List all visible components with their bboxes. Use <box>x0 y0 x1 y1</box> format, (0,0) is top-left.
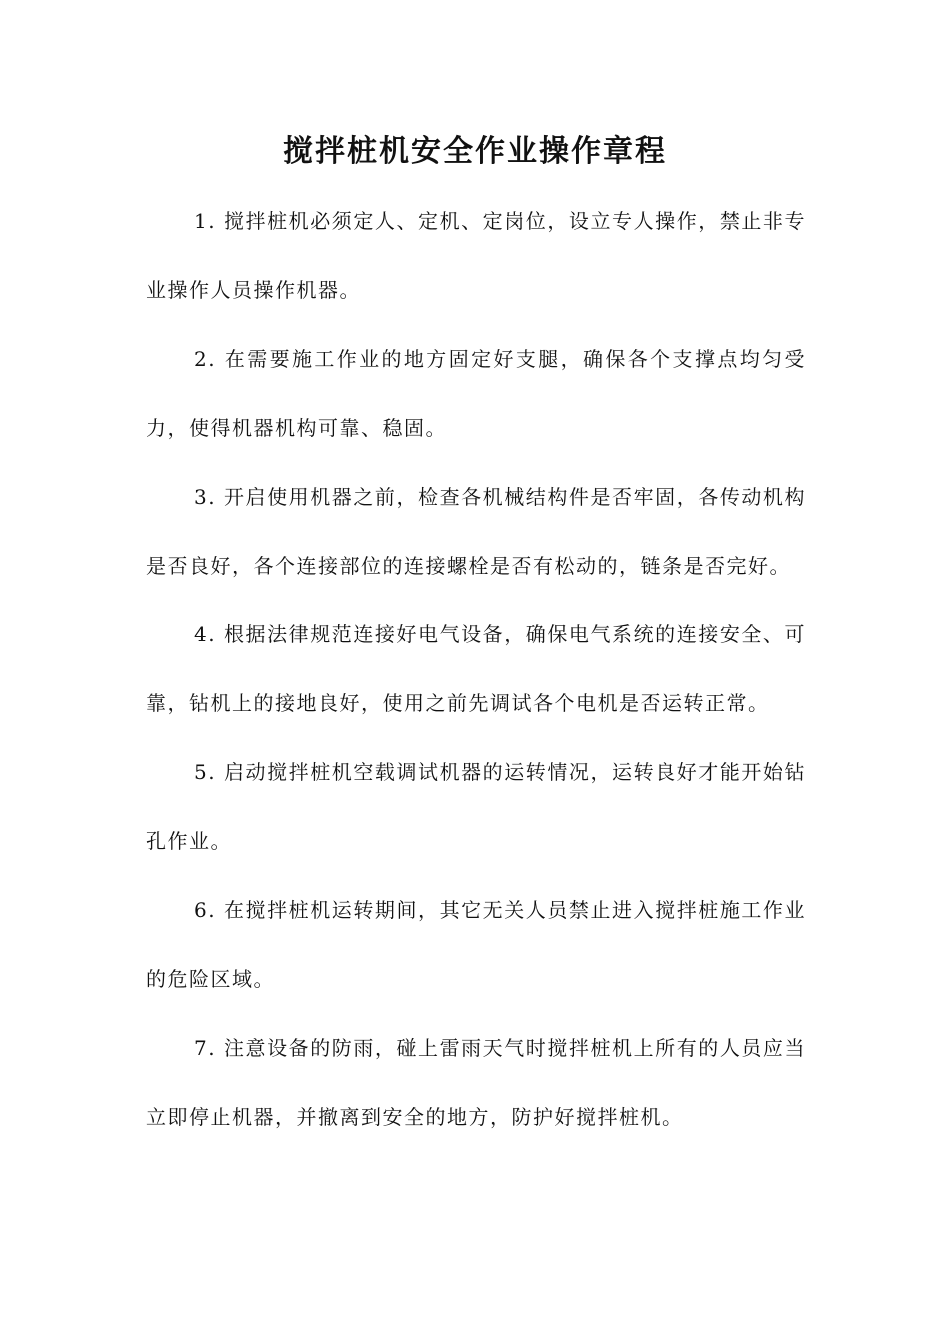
rule-item-7: 7. 注意设备的防雨，碰上雷雨天气时搅拌桩机上所有的人员应当立即停止机器，并撤离到安全的地方，防护好搅拌桩机。 <box>146 1035 806 1129</box>
rule-item-6: 6. 在搅拌桩机运转期间，其它无关人员禁止进入搅拌桩施工作业的危险区域。 <box>146 898 806 991</box>
rule-item-3: 3. 开启使用机器之前，检查各机械结构件是否牢固，各传动机构是否良好，各个连接部位的连接螺栓是否有松动的，链条是否完好。 <box>146 484 806 578</box>
rule-item-4: 4. 根据法律规范连接好电气设备，确保电气系统的连接安全、可靠，钻机上的接地良好，使用之前先调试各个电机是否运转正常。 <box>146 622 806 716</box>
document-title: 搅拌桩机安全作业操作章程 <box>283 134 667 169</box>
rule-item-5: 5. 启动搅拌桩机空载调试机器的运转情况，运转良好才能开始钻孔作业。 <box>146 760 806 854</box>
document-body <box>146 187 806 1152</box>
rule-item-2: 2. 在需要施工作业的地方固定好支腿，确保各个支撑点均匀受力，使得机器机构可靠、稳固。 <box>146 346 806 440</box>
rule-item-1: 1. 搅拌桩机必须定人、定机、定岗位，设立专人操作，禁止非专业操作人员操作机器。 <box>146 209 806 302</box>
